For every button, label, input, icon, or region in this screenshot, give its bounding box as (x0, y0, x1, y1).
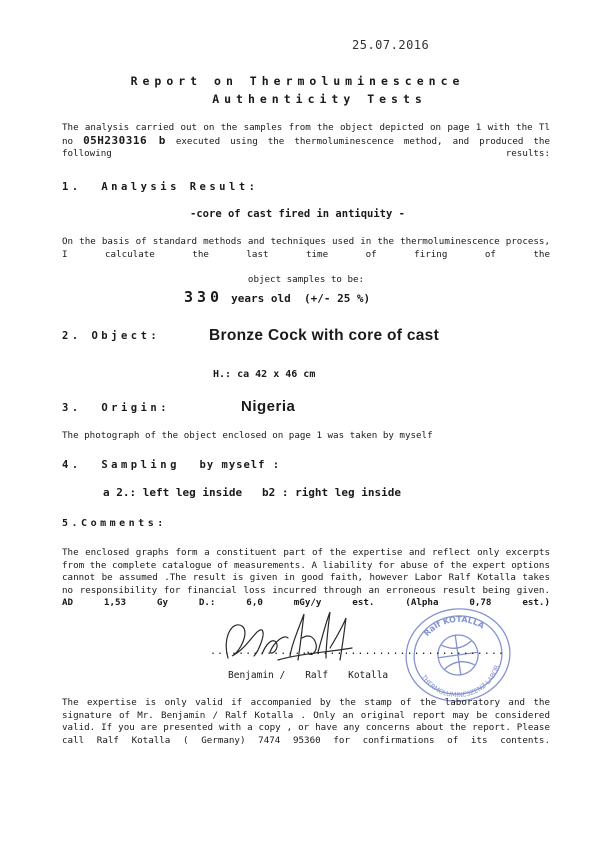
intro-paragraph (62, 122, 550, 161)
age-result (184, 288, 370, 306)
sample-b2: b2 : right leg inside (261, 486, 402, 499)
signatory-third: Kotalla (348, 670, 389, 681)
intro-text-after: executed using the thermoluminescence method, and produced the following results: (62, 135, 550, 160)
section-4-number: 4. (62, 459, 82, 471)
section-3-heading (62, 402, 170, 414)
section-2-title: Object: (91, 330, 161, 342)
intro-text-before: The analysis carried out on the samples from the object depicted on page 1 with the Tl no (62, 122, 550, 147)
measurement-values: AD 1,53 Gy D.: 6,0 mGy/y est. (Alpha 0,78 est.) (62, 597, 550, 609)
age-value: 330 (184, 288, 224, 306)
sample-a2: a 2.: left leg inside (103, 486, 243, 499)
signatory-second: Ralf (305, 670, 329, 681)
stamp-top-text: Ralf KOTALLA (422, 614, 486, 639)
signatory-first: Benjamin / (228, 670, 286, 681)
section-2-number: 2. (62, 330, 82, 342)
section-4-title: Sampling (101, 459, 180, 471)
section-1-title: Analysis Result: (101, 181, 259, 193)
report-date: 25.07.2016 (352, 38, 430, 52)
section-4-heading (62, 459, 280, 471)
section-1-heading (62, 181, 258, 193)
report-title-line-1: Report on Thermoluminescence (130, 74, 465, 88)
report-title-line-2: Authenticity Tests (212, 92, 427, 106)
section-5-title: Comments: (81, 518, 167, 529)
basis-text: On the basis of standard methods and techniques used in the thermoluminescence process, I calculate the last time of firing of the (62, 236, 550, 260)
section-1-number: 1. (62, 181, 82, 193)
stamp-bottom-text: THERMOLUMINESZENZ LABOR (419, 663, 502, 700)
age-unit: years old (231, 292, 291, 305)
section-5-number: 5. (62, 518, 82, 529)
object-dimensions: H.: ca 42 x 46 cm (213, 369, 316, 380)
tl-number: 05H230316 b (83, 133, 166, 147)
section-3-title: Origin: (101, 402, 171, 414)
signature-line: .......................................... (210, 646, 505, 657)
core-result: -core of cast fired in antiquity - (190, 208, 405, 220)
expertise-validity-note: The expertise is only valid if accompanied by the stamp of the laboratory and the signature of Mr. Benjamin / Ralf Kotalla . Only an original report may be considered valid. If you are presented with a copy , or have any concerns about the report. Please call Ralf Kotalla ( Germany) 7474 95360 for confirmations of its contents. (62, 697, 550, 746)
comments-text: The enclosed graphs form a constituent part of the expertise and reflect only excerpts from the complete catalogue of measurements. A liability for abuse of the expert options cannot be assumed .The result is given in good faith, however Labor Ralf Kotalla takes no responsibility for financial loss incurred through an erroneous result being given. (62, 547, 550, 596)
origin-name: Nigeria (241, 398, 296, 415)
section-2-heading (62, 330, 160, 342)
photo-note: The photograph of the object enclosed on page 1 was taken by myself (62, 430, 433, 441)
object-name: Bronze Cock with core of cast (209, 327, 440, 344)
signatory-name (228, 670, 388, 681)
section-5-heading (62, 518, 167, 529)
section-3-number: 3. (62, 402, 82, 414)
section-4-suffix: by myself : (199, 459, 281, 471)
basis-paragraph (62, 236, 550, 261)
comments-paragraph (62, 547, 550, 610)
age-uncertainty: (+/- 25 %) (303, 292, 371, 305)
basis-last-line: object samples to be: (247, 274, 365, 285)
handwritten-signature (218, 608, 358, 670)
sample-list (103, 486, 401, 499)
